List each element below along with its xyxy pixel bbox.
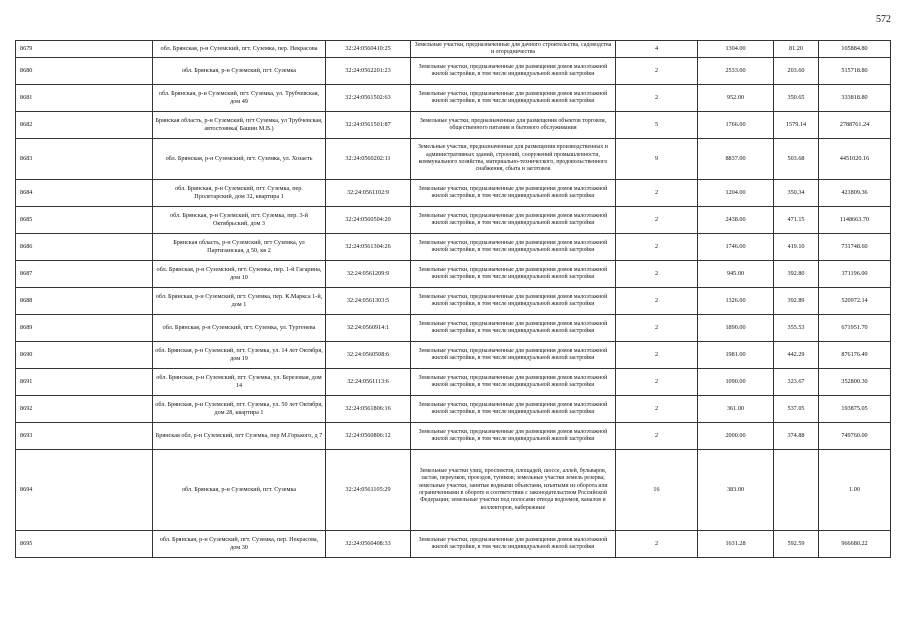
land-purpose-cell: Земельные участки, предназначенные для размещения домов малоэтажной жилой застройки, в том числе индивидуальной жилой застройки <box>411 369 616 396</box>
group-cell: 2 <box>616 288 698 315</box>
cadastral-number-cell: 32:24:0560504:20 <box>326 207 411 234</box>
group-cell: 2 <box>616 58 698 85</box>
rate-cell: 392.80 <box>774 261 819 288</box>
cadastral-value-cell: 749760.00 <box>819 423 891 450</box>
address-cell: обл. Брянская, р-н Суземский, пгт. Суземка, пер. Пролетарский, дом 32, квартира 1 <box>153 180 326 207</box>
row-number: 8681 <box>16 85 153 112</box>
cadastral-number-cell: 32:24:0562201:23 <box>326 58 411 85</box>
area-cell: 1890.00 <box>698 315 774 342</box>
rate-cell: 81.20 <box>774 41 819 58</box>
rate-cell: 1579.14 <box>774 112 819 139</box>
table-row <box>16 85 891 112</box>
address-cell: обл. Брянская, р-н Суземский, пгт. Суземка <box>153 58 326 85</box>
cadastral-number-cell: 32:24:0560806:12 <box>326 423 411 450</box>
group-cell: 2 <box>616 234 698 261</box>
row-number: 8689 <box>16 315 153 342</box>
area-cell: 1631.28 <box>698 531 774 558</box>
group-cell: 2 <box>616 85 698 112</box>
cadastral-number-cell: 32:24:0561113:6 <box>326 369 411 396</box>
area-cell: 1326.00 <box>698 288 774 315</box>
cadastral-number-cell: 32:24:0560410:25 <box>326 41 411 58</box>
cadastral-number-cell: 32:24:0561209:9 <box>326 261 411 288</box>
cadastral-value-cell: 671951.70 <box>819 315 891 342</box>
rate-cell: 203.60 <box>774 58 819 85</box>
group-cell: 4 <box>616 41 698 58</box>
land-purpose-cell: Земельные участки, предназначенные для размещения домов малоэтажной жилой застройки, в том числе индивидуальной жилой застройки <box>411 396 616 423</box>
address-cell: Брянская область, р-н Суземский, пгт Суземка, ул Партизанская, д 50, кв 2 <box>153 234 326 261</box>
address-cell: обл. Брянская, р-н Суземский, пгт. Суземка, пер. 3-й Октябрьский, дом 3 <box>153 207 326 234</box>
row-number: 8692 <box>16 396 153 423</box>
area-cell: 383.00 <box>698 450 774 531</box>
cadastral-number-cell: 32:24:0561303:5 <box>326 288 411 315</box>
area-cell: 1090.00 <box>698 369 774 396</box>
address-cell: обл. Брянская, р-н Суземский, пгт. Суземка, ул. 50 лет Октября, дом 28, квартира 1 <box>153 396 326 423</box>
address-cell: обл. Брянская, р-н Суземский, пгт. Суземка, пер. К.Маркса 1-й, дом 1 <box>153 288 326 315</box>
cadastral-number-cell: 32:24:0561501:87 <box>326 112 411 139</box>
address-cell: обл. Брянская, р-н Суземский, пгт. Суземка, ул. Березовая, дом 14 <box>153 369 326 396</box>
table-row <box>16 58 891 85</box>
group-cell: 2 <box>616 531 698 558</box>
land-purpose-cell: Земельные участки, предназначенные для дачного строительства, садоводства и огородничества <box>411 41 616 58</box>
group-cell: 5 <box>616 112 698 139</box>
area-cell: 1304.00 <box>698 41 774 58</box>
address-cell: обл. Брянская, р-н Суземский, пгт. Суземка, ул. 14 лет Октября, дом 19 <box>153 342 326 369</box>
rate-cell: 392.89 <box>774 288 819 315</box>
area-cell: 945.00 <box>698 261 774 288</box>
table-row <box>16 450 891 531</box>
cadastral-value-cell: 520972.14 <box>819 288 891 315</box>
rate-cell: 592.59 <box>774 531 819 558</box>
group-cell: 2 <box>616 369 698 396</box>
table-row <box>16 207 891 234</box>
cadastral-number-cell: 32:24:0561502:63 <box>326 85 411 112</box>
row-number: 8684 <box>16 180 153 207</box>
land-purpose-cell: Земельные участки, предназначенные для размещения домов малоэтажной жилой застройки, в том числе индивидуальной жилой застройки <box>411 180 616 207</box>
cadastral-value-cell: 4451020.16 <box>819 139 891 180</box>
area-cell: 1746.00 <box>698 234 774 261</box>
area-cell: 1204.00 <box>698 180 774 207</box>
rate-cell: 374.88 <box>774 423 819 450</box>
table-row <box>16 396 891 423</box>
rate-cell: 323.67 <box>774 369 819 396</box>
cadastral-number-cell: 32:24:0560202:11 <box>326 139 411 180</box>
cadastral-value-cell: 193875.05 <box>819 396 891 423</box>
cadastral-value-cell: 876176.49 <box>819 342 891 369</box>
row-number: 8683 <box>16 139 153 180</box>
group-cell: 2 <box>616 396 698 423</box>
row-number: 8688 <box>16 288 153 315</box>
group-cell: 2 <box>616 207 698 234</box>
cadastral-value-cell: 333818.80 <box>819 85 891 112</box>
land-purpose-cell: Земельные участки улиц, проспектов, площадей, шоссе, аллей, бульваров, застав, переулков, проездов, тупиков; земельные участки земель резерва; земельные участки, занятые водными объектами, изъятыми из оборота или ограниченными в обороте в соответствии с законодательством Российской Федерации; земельные участки под полосами отвода водоемов, каналов и коллекторов, набережные <box>411 450 616 531</box>
cadastral-number-cell: 32:24:0561806:16 <box>326 396 411 423</box>
row-number: 8680 <box>16 58 153 85</box>
page-number: 572 <box>876 14 891 25</box>
rate-cell: 503.68 <box>774 139 819 180</box>
address-cell: обл. Брянская, р-н Суземский, пгт. Суземка, ул. Трубчевская, дом 49 <box>153 85 326 112</box>
cadastral-number-cell: 32:24:0560914:1 <box>326 315 411 342</box>
land-purpose-cell: Земельные участки, предназначенные для размещения домов малоэтажной жилой застройки, в том числе индивидуальной жилой застройки <box>411 315 616 342</box>
row-number: 8679 <box>16 41 153 58</box>
cadastral-value-cell: 421809.36 <box>819 180 891 207</box>
row-number: 8686 <box>16 234 153 261</box>
address-cell: обл. Брянская, р-н Суземский, пгт. Суземка, пер. Некрасова <box>153 41 326 58</box>
area-cell: 952.00 <box>698 85 774 112</box>
cadastral-value-cell: 1.00 <box>819 450 891 531</box>
table-row <box>16 180 891 207</box>
row-number: 8695 <box>16 531 153 558</box>
land-purpose-cell: Земельные участки, предназначенные для размещения домов малоэтажной жилой застройки, в том числе индивидуальной жилой застройки <box>411 288 616 315</box>
cadastral-value-cell: 515718.80 <box>819 58 891 85</box>
address-cell: Брянская обл, р-н Суземский, пгт Суземка, пер М.Горького, д 7 <box>153 423 326 450</box>
row-number: 8693 <box>16 423 153 450</box>
cadastral-value-cell: 2788761.24 <box>819 112 891 139</box>
area-cell: 1766.00 <box>698 112 774 139</box>
area-cell: 1981.00 <box>698 342 774 369</box>
group-cell: 9 <box>616 139 698 180</box>
land-purpose-cell: Земельные участки, предназначенные для размещения домов малоэтажной жилой застройки, в том числе индивидуальной жилой застройки <box>411 234 616 261</box>
table-row <box>16 261 891 288</box>
cadastral-value-cell: 371196.00 <box>819 261 891 288</box>
rate-cell <box>774 450 819 531</box>
table-row <box>16 112 891 139</box>
rate-cell: 442.29 <box>774 342 819 369</box>
address-cell: Брянская область, р-н Суземский, пгт Суземка, ул Трубчевская, автостоянка( Башин М.В.) <box>153 112 326 139</box>
table-row <box>16 342 891 369</box>
row-number: 8685 <box>16 207 153 234</box>
address-cell: обл. Брянская, р-н Суземский, пгт. Суземка, ул. Тургенева <box>153 315 326 342</box>
rate-cell: 537.05 <box>774 396 819 423</box>
rate-cell: 350.65 <box>774 85 819 112</box>
group-cell: 2 <box>616 315 698 342</box>
area-cell: 2438.00 <box>698 207 774 234</box>
group-cell: 2 <box>616 423 698 450</box>
table-row <box>16 315 891 342</box>
address-cell: обл. Брянская, р-н Суземский, пгт. Суземка <box>153 450 326 531</box>
cadastral-number-cell: 32:24:0560408:33 <box>326 531 411 558</box>
rate-cell: 471.15 <box>774 207 819 234</box>
row-number: 8694 <box>16 450 153 531</box>
table-row <box>16 423 891 450</box>
table-row <box>16 288 891 315</box>
table-row <box>16 41 891 58</box>
row-number: 8687 <box>16 261 153 288</box>
cadastral-number-cell: 32:24:0561102:9 <box>326 180 411 207</box>
land-purpose-cell: Земельные участки, предназначенные для размещения домов малоэтажной жилой застройки, в том числе индивидуальной жилой застройки <box>411 85 616 112</box>
table-row <box>16 234 891 261</box>
table-row <box>16 369 891 396</box>
land-valuation-table <box>15 40 891 558</box>
area-cell: 8837.00 <box>698 139 774 180</box>
land-purpose-cell: Земельные участки, предназначенные для размещения домов малоэтажной жилой застройки, в том числе индивидуальной жилой застройки <box>411 342 616 369</box>
rate-cell: 419.10 <box>774 234 819 261</box>
group-cell: 16 <box>616 450 698 531</box>
land-purpose-cell: Земельные участки, предназначенные для размещения домов малоэтажной жилой застройки, в том числе индивидуальной жилой застройки <box>411 207 616 234</box>
land-purpose-cell: Земельные участки, предназначенные для размещения домов малоэтажной жилой застройки, в том числе индивидуальной жилой застройки <box>411 531 616 558</box>
land-purpose-cell: Земельные участки, предназначенные для размещения объектов торговли, общественного питания и бытового обслуживания <box>411 112 616 139</box>
address-cell: обл. Брянская, р-н Суземский, пгт. Суземка, ул. Хозаеть <box>153 139 326 180</box>
area-cell: 2000.00 <box>698 423 774 450</box>
table-row <box>16 139 891 180</box>
cadastral-number-cell: 32:24:0560508:6 <box>326 342 411 369</box>
cadastral-number-cell: 32:24:0561105:29 <box>326 450 411 531</box>
land-purpose-cell: Земельные участки, предназначенные для размещения домов малоэтажной жилой застройки, в том числе индивидуальной жилой застройки <box>411 261 616 288</box>
row-number: 8691 <box>16 369 153 396</box>
cadastral-value-cell: 966680.22 <box>819 531 891 558</box>
cadastral-value-cell: 352800.30 <box>819 369 891 396</box>
row-number: 8682 <box>16 112 153 139</box>
land-purpose-cell: Земельные участки, предназначенные для размещения домов малоэтажной жилой застройки, в том числе индивидуальной жилой застройки <box>411 423 616 450</box>
group-cell: 2 <box>616 180 698 207</box>
land-purpose-cell: Земельные участки, предназначенные для размещения производственных и административных зданий, строений, сооружений промышленности, коммунального хозяйства, материально-технического, продовольственного снабжения, сбыта и заготовок <box>411 139 616 180</box>
area-cell: 361.00 <box>698 396 774 423</box>
address-cell: обл. Брянская, р-н Суземский, пгт. Суземка, пер. Некрасова, дом 30 <box>153 531 326 558</box>
rate-cell: 355.53 <box>774 315 819 342</box>
table-row <box>16 531 891 558</box>
group-cell: 2 <box>616 261 698 288</box>
cadastral-value-cell: 1148663.70 <box>819 207 891 234</box>
cadastral-value-cell: 105884.80 <box>819 41 891 58</box>
group-cell: 2 <box>616 342 698 369</box>
row-number: 8690 <box>16 342 153 369</box>
cadastral-number-cell: 32:24:0561304:26 <box>326 234 411 261</box>
land-purpose-cell: Земельные участки, предназначенные для размещения домов малоэтажной жилой застройки, в том числе индивидуальной жилой застройки <box>411 58 616 85</box>
area-cell: 2533.00 <box>698 58 774 85</box>
rate-cell: 350.34 <box>774 180 819 207</box>
address-cell: обл. Брянская, р-н Суземский, пгт. Суземка, пер. 1-й Гагарина, дом 10 <box>153 261 326 288</box>
cadastral-value-cell: 731748.60 <box>819 234 891 261</box>
